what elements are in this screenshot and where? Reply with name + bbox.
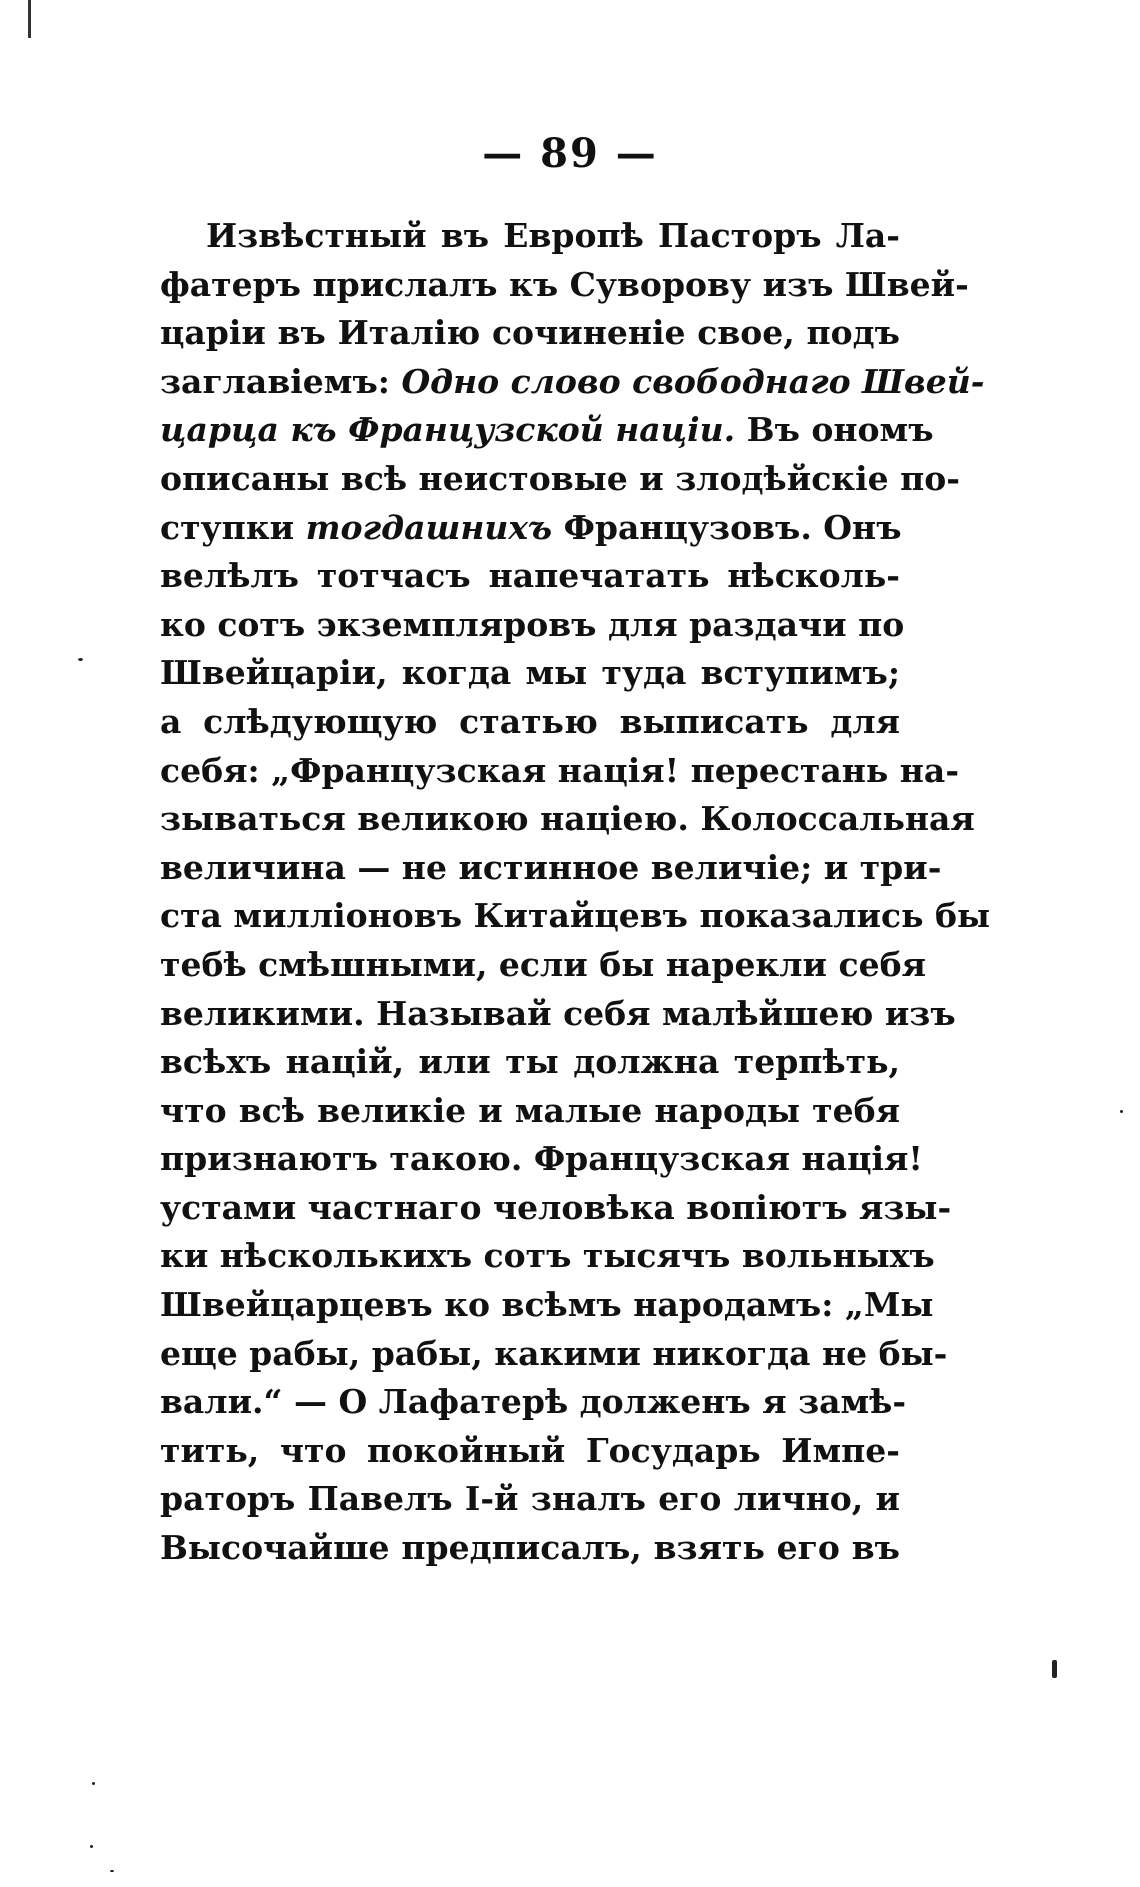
text-line: ко сотъ экземпляровъ для раздачи по <box>160 604 905 644</box>
scan-speck <box>92 1782 95 1785</box>
text-fragment: Французовъ. Онъ <box>563 507 902 547</box>
text-line: величина — не истинное величіе; и три- <box>160 847 942 887</box>
text-line: раторъ Павелъ І-й зналъ его лично, и <box>160 1479 900 1519</box>
scan-speck <box>90 1845 93 1848</box>
text-line: тебѣ смѣшными, если бы нарекли себя <box>160 944 926 984</box>
text-line: Извѣстный въ Европѣ Пасторъ Ла- <box>206 216 900 255</box>
text-line: еще рабы, рабы, какими никогда не бы- <box>160 1333 948 1373</box>
scan-edge-mark <box>28 0 31 38</box>
text-line: велѣлъ тотчасъ напечатать нѣсколь- <box>160 556 900 596</box>
text-line: зываться великою націею. Колоссальная <box>160 799 975 839</box>
text-line: признаютъ такою. Французская нація! <box>160 1139 923 1179</box>
text-fragment: ступки <box>160 507 295 547</box>
italic-title-fragment: царца къ Французской націи. <box>160 410 736 450</box>
text-line <box>160 406 934 455</box>
text-line: ки нѣсколькихъ сотъ тысячъ вольныхъ <box>160 1236 935 1276</box>
text-line: всѣхъ націй, или ты должна терпѣть, <box>160 1042 900 1082</box>
scan-speck <box>110 1870 114 1872</box>
scan-speck <box>1052 1660 1057 1678</box>
scan-speck <box>1120 1110 1123 1113</box>
text-line: описаны всѣ неистовые и злодѣйскіе по- <box>160 458 961 498</box>
text-line: устами частнаго человѣка вопіютъ язы- <box>160 1187 952 1227</box>
italic-title-fragment: Одно слово свободнаго Швей- <box>401 361 985 401</box>
text-line: вали.“ — О Лафатерѣ долженъ я замѣ- <box>160 1382 907 1422</box>
text-line: царіи въ Италію сочиненіе свое, подъ <box>160 313 900 353</box>
text-line <box>160 358 985 407</box>
text-line: Швейцарцевъ ко всѣмъ народамъ: „Мы <box>160 1285 934 1325</box>
text-line: что всѣ великіе и малые народы тебя <box>160 1090 900 1130</box>
scan-speck <box>78 658 83 661</box>
text-fragment: Въ ономъ <box>746 410 934 450</box>
text-line: фатеръ прислалъ къ Суворову изъ Швей- <box>160 264 969 304</box>
text-line: себя: „Французская нація! перестань на- <box>160 750 960 790</box>
text-line <box>160 504 900 553</box>
body-text <box>160 212 991 1573</box>
text-line: Швейцаріи, когда мы туда вступимъ; <box>160 653 900 693</box>
text-line: великими. Называй себя малѣйшею изъ <box>160 993 956 1033</box>
italic-word: тогдашнихъ <box>305 507 553 547</box>
text-line: Высочайше предписалъ, взять его въ <box>160 1528 900 1568</box>
page-number: — 89 — <box>482 130 658 177</box>
text-line: а слѣдующую статью выписать для <box>160 701 900 741</box>
text-line: тить, что покойный Государь Импе- <box>160 1430 900 1470</box>
text-fragment: заглавіемъ: <box>160 361 390 401</box>
text-line: ста милліоновъ Китайцевъ показались бы <box>160 896 991 936</box>
